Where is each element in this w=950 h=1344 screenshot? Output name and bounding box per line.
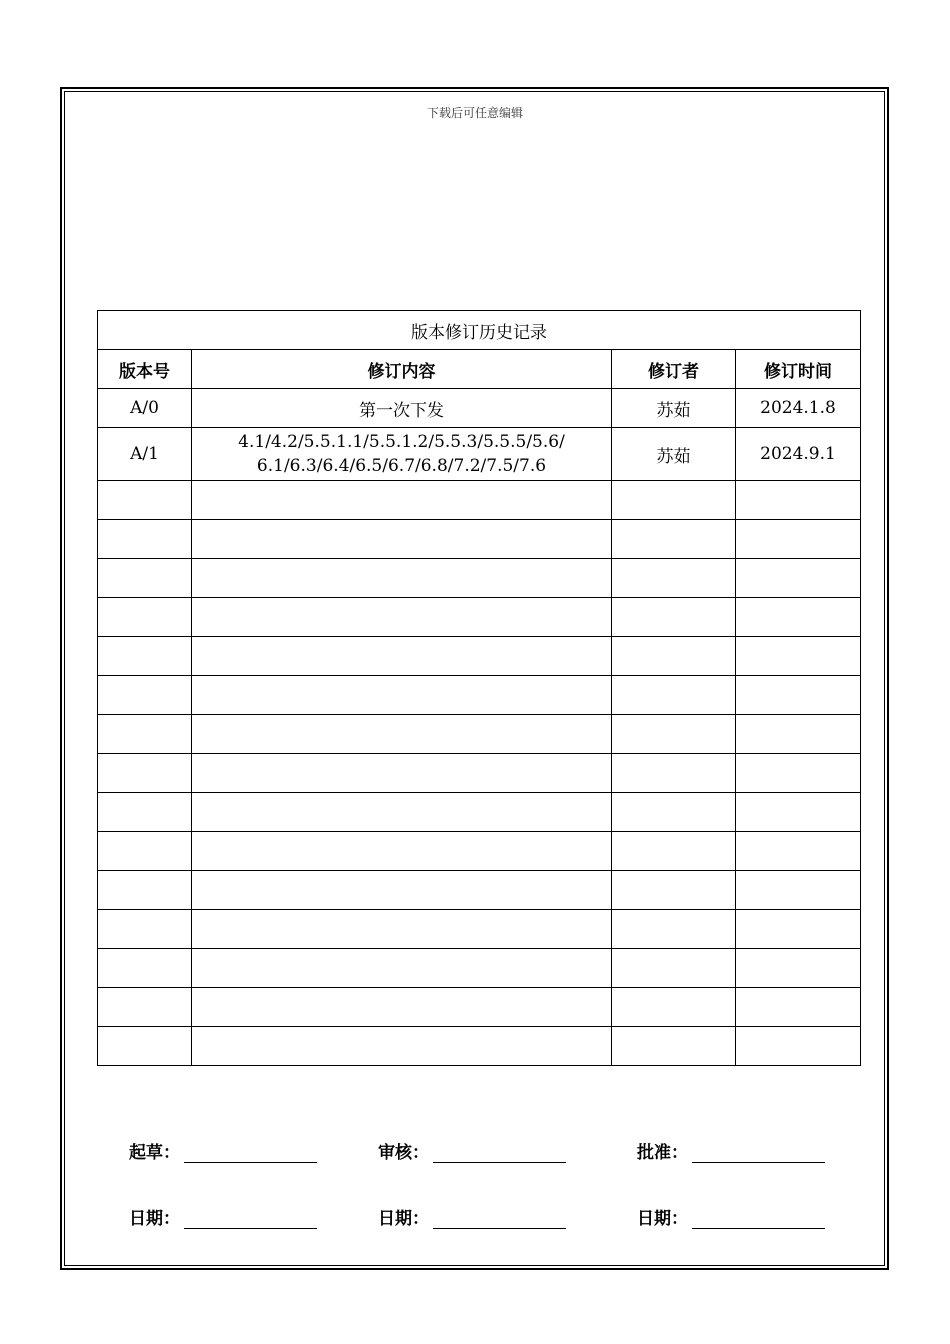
cell-author: 苏茹	[612, 389, 736, 428]
empty-cell	[192, 832, 612, 871]
empty-cell	[612, 988, 736, 1027]
empty-cell	[98, 481, 192, 520]
date-label: 日期：	[637, 1209, 688, 1229]
empty-cell	[612, 637, 736, 676]
empty-cell	[612, 832, 736, 871]
empty-cell	[192, 793, 612, 832]
table-row-empty	[98, 481, 861, 520]
empty-cell	[98, 949, 192, 988]
header-content: 修订内容	[192, 350, 612, 389]
table-row-empty	[98, 637, 861, 676]
table-row-empty	[98, 910, 861, 949]
empty-cell	[98, 754, 192, 793]
table-row-empty	[98, 559, 861, 598]
empty-cell	[736, 676, 861, 715]
date-label: 日期：	[378, 1209, 429, 1229]
empty-cell	[612, 481, 736, 520]
empty-cell	[612, 715, 736, 754]
draft-label: 起草：	[129, 1143, 180, 1163]
empty-cell	[736, 715, 861, 754]
empty-cell	[612, 949, 736, 988]
empty-cell	[192, 988, 612, 1027]
cell-date: 2024.1.8	[736, 389, 861, 428]
watermark-text: 下载后可任意编辑	[426, 106, 523, 120]
empty-cell	[192, 637, 612, 676]
table-row	[98, 389, 861, 428]
header-version: 版本号	[98, 350, 192, 389]
review-date	[378, 1204, 566, 1229]
draft-date	[129, 1204, 317, 1229]
table-row-empty	[98, 676, 861, 715]
approve-date-line	[692, 1210, 825, 1229]
empty-cell	[736, 832, 861, 871]
table-row-empty	[98, 988, 861, 1027]
empty-cell	[192, 871, 612, 910]
empty-cell	[192, 676, 612, 715]
table-row-empty	[98, 793, 861, 832]
table-row-empty	[98, 871, 861, 910]
empty-cell	[192, 1027, 612, 1066]
empty-cell	[98, 793, 192, 832]
empty-cell	[98, 520, 192, 559]
approve-signature-line	[692, 1144, 825, 1163]
header-author: 修订者	[612, 350, 736, 389]
empty-cell	[98, 559, 192, 598]
cell-version: A/1	[98, 428, 192, 481]
empty-cell	[612, 559, 736, 598]
empty-cell	[192, 910, 612, 949]
empty-cell	[736, 1027, 861, 1066]
approve-label: 批准：	[637, 1143, 688, 1163]
empty-cell	[98, 676, 192, 715]
draft-date-line	[184, 1210, 317, 1229]
empty-cell	[612, 754, 736, 793]
empty-cell	[192, 949, 612, 988]
empty-cell	[736, 481, 861, 520]
approve-date	[637, 1204, 825, 1229]
empty-cell	[736, 598, 861, 637]
empty-cell	[192, 598, 612, 637]
empty-cell	[612, 793, 736, 832]
content-line: 4.1/4.2/5.5.1.1/5.5.1.2/5.5.3/5.5.5/5.6/	[238, 432, 565, 452]
review-label: 审核：	[378, 1143, 429, 1163]
empty-cell	[736, 871, 861, 910]
empty-cell	[98, 871, 192, 910]
cell-author: 苏茹	[612, 428, 736, 481]
table-row-empty	[98, 1027, 861, 1066]
empty-rows-group	[98, 481, 861, 1066]
empty-cell	[736, 520, 861, 559]
empty-cell	[192, 754, 612, 793]
empty-cell	[612, 871, 736, 910]
empty-cell	[612, 520, 736, 559]
empty-cell	[736, 793, 861, 832]
empty-cell	[192, 520, 612, 559]
cell-content: 第一次下发	[192, 389, 612, 428]
empty-cell	[98, 832, 192, 871]
draft-signature-line	[184, 1144, 317, 1163]
empty-cell	[612, 910, 736, 949]
empty-cell	[98, 910, 192, 949]
revision-history-table	[97, 310, 861, 1066]
review-signature-line	[433, 1144, 566, 1163]
empty-cell	[736, 637, 861, 676]
empty-cell	[736, 559, 861, 598]
table-row-empty	[98, 520, 861, 559]
draft-signature	[129, 1138, 317, 1163]
table-row-empty	[98, 754, 861, 793]
empty-cell	[98, 598, 192, 637]
review-signature	[378, 1138, 566, 1163]
empty-cell	[98, 1027, 192, 1066]
empty-cell	[98, 637, 192, 676]
table-row-empty	[98, 832, 861, 871]
header-date: 修订时间	[736, 350, 861, 389]
empty-cell	[736, 949, 861, 988]
empty-cell	[736, 754, 861, 793]
empty-cell	[192, 715, 612, 754]
empty-cell	[192, 559, 612, 598]
cell-date: 2024.9.1	[736, 428, 861, 481]
date-label: 日期：	[129, 1209, 180, 1229]
empty-cell	[98, 988, 192, 1027]
cell-version: A/0	[98, 389, 192, 428]
table-header-row	[98, 350, 861, 389]
cell-content	[192, 428, 612, 481]
empty-cell	[736, 988, 861, 1027]
empty-cell	[612, 598, 736, 637]
empty-cell	[192, 481, 612, 520]
review-date-line	[433, 1210, 566, 1229]
table-row-empty	[98, 949, 861, 988]
empty-cell	[612, 676, 736, 715]
table-title: 版本修订历史记录	[98, 311, 861, 350]
approve-signature	[637, 1138, 825, 1163]
table-row	[98, 428, 861, 481]
content-line: 6.1/6.3/6.4/6.5/6.7/6.8/7.2/7.5/7.6	[256, 456, 547, 476]
empty-cell	[736, 910, 861, 949]
table-row-empty	[98, 598, 861, 637]
empty-cell	[98, 715, 192, 754]
table-row-empty	[98, 715, 861, 754]
empty-cell	[612, 1027, 736, 1066]
